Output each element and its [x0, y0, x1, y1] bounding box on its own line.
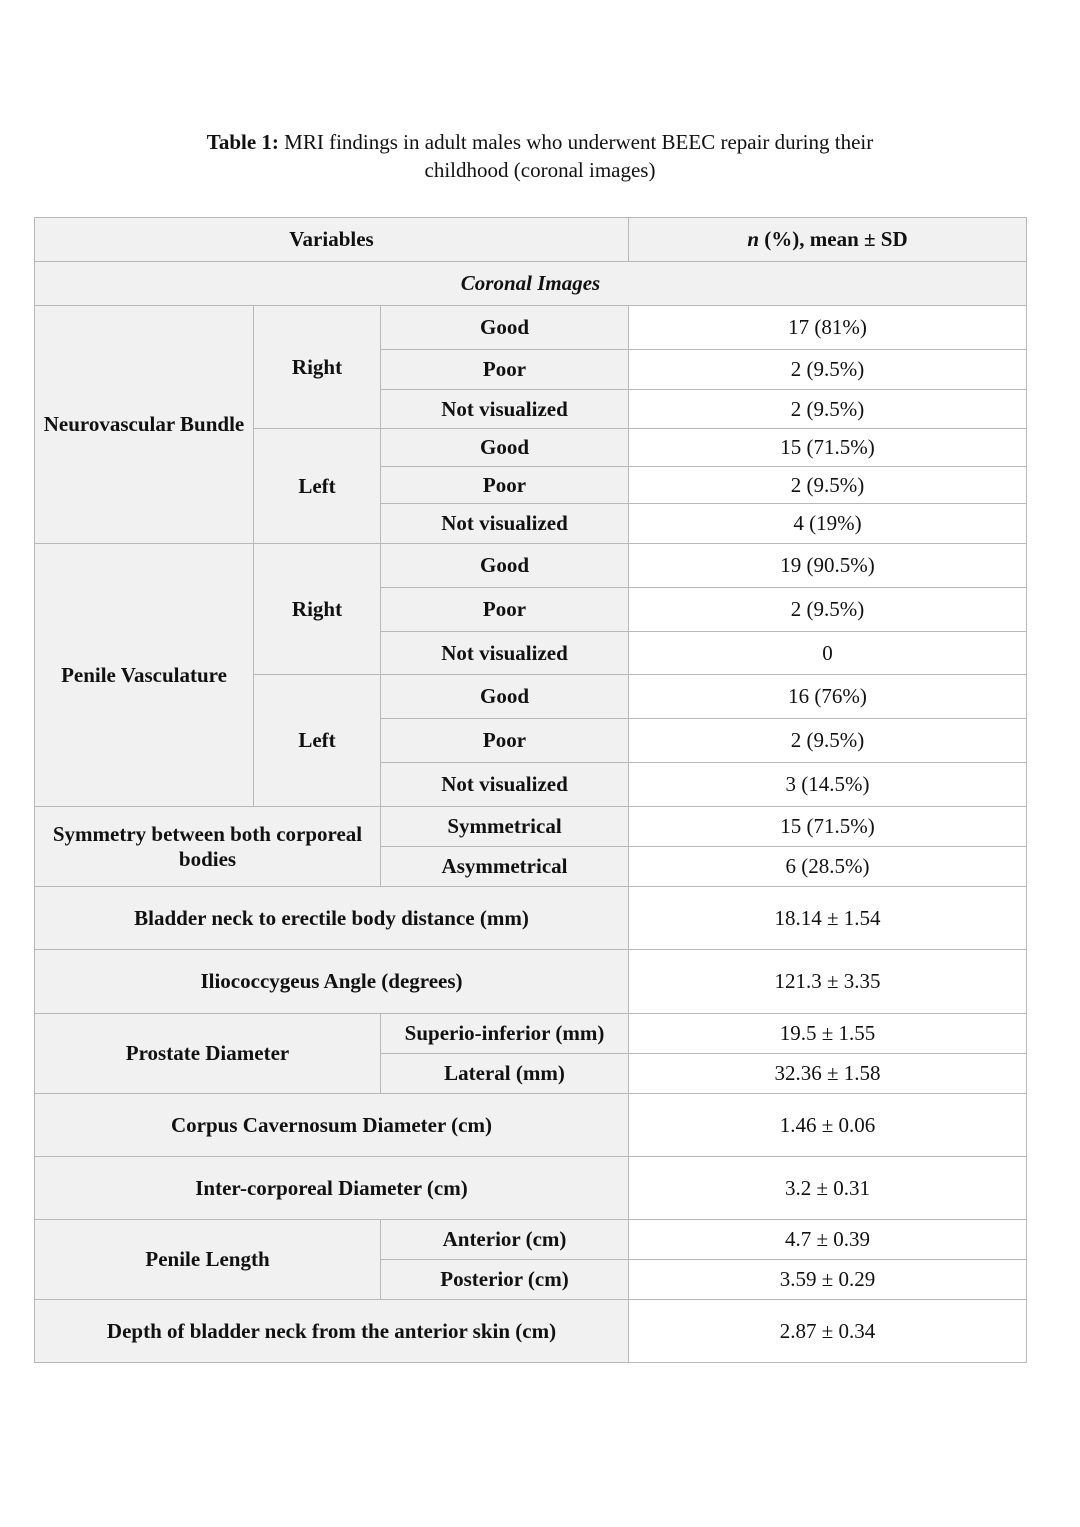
row-value: 19 (90.5%)	[629, 544, 1027, 588]
table-row	[35, 807, 1027, 847]
row-value: 4 (19%)	[629, 504, 1027, 544]
row-label: Poor	[381, 719, 629, 763]
row-value: 2.87 ± 0.34	[629, 1300, 1027, 1363]
row-value: 32.36 ± 1.58	[629, 1054, 1027, 1094]
header-row	[35, 218, 1027, 262]
table-row	[35, 1300, 1027, 1363]
row-value: 15 (71.5%)	[629, 429, 1027, 467]
row-value: 3.59 ± 0.29	[629, 1260, 1027, 1300]
subheader-coronal-images: Coronal Images	[35, 262, 1027, 306]
table-row	[35, 950, 1027, 1014]
header-stat-text: (%), mean ± SD	[759, 227, 908, 251]
caption-line-2: childhood (coronal images)	[424, 158, 656, 182]
caption-label: Table 1:	[206, 130, 279, 154]
nv-left-label: Left	[254, 429, 381, 544]
row-value: 19.5 ± 1.55	[629, 1014, 1027, 1054]
row-label: Anterior (cm)	[381, 1220, 629, 1260]
header-n: n	[747, 227, 760, 251]
table-row	[35, 1014, 1027, 1054]
row-value: 15 (71.5%)	[629, 807, 1027, 847]
row-label: Poor	[381, 350, 629, 390]
row-value: 17 (81%)	[629, 306, 1027, 350]
mri-findings-table	[34, 217, 1027, 1363]
row-value: 0	[629, 632, 1027, 675]
row-label: Good	[381, 544, 629, 588]
row-label: Asymmetrical	[381, 847, 629, 887]
row-value: 2 (9.5%)	[629, 390, 1027, 429]
header-variables: Variables	[35, 218, 629, 262]
subheader-row	[35, 262, 1027, 306]
pv-left-label: Left	[254, 675, 381, 807]
row-label: Superio-inferior (mm)	[381, 1014, 629, 1054]
row-value: 2 (9.5%)	[629, 467, 1027, 504]
row-label: Not visualized	[381, 504, 629, 544]
row-value: 3.2 ± 0.31	[629, 1157, 1027, 1220]
row-value: 2 (9.5%)	[629, 350, 1027, 390]
nv-right-label: Right	[254, 306, 381, 429]
header-stat	[629, 218, 1027, 262]
row-label: Poor	[381, 467, 629, 504]
table-row	[35, 1094, 1027, 1157]
corpus-cavernosum-label: Corpus Cavernosum Diameter (cm)	[35, 1094, 629, 1157]
row-label: Not visualized	[381, 632, 629, 675]
table-row	[35, 544, 1027, 588]
neurovascular-bundle-label: Neurovascular Bundle	[35, 306, 254, 544]
row-value: 121.3 ± 3.35	[629, 950, 1027, 1014]
row-label: Poor	[381, 588, 629, 632]
iliococcygeus-label: Iliococcygeus Angle (degrees)	[35, 950, 629, 1014]
table-row	[35, 887, 1027, 950]
row-value: 18.14 ± 1.54	[629, 887, 1027, 950]
caption-text: MRI findings in adult males who underwent BEEC repair during their	[278, 130, 874, 154]
row-label: Good	[381, 675, 629, 719]
row-label: Not visualized	[381, 390, 629, 429]
bladder-neck-label: Bladder neck to erectile body distance (mm)	[35, 887, 629, 950]
row-label: Symmetrical	[381, 807, 629, 847]
row-value: 3 (14.5%)	[629, 763, 1027, 807]
row-label: Posterior (cm)	[381, 1260, 629, 1300]
row-value: 2 (9.5%)	[629, 719, 1027, 763]
row-label: Good	[381, 306, 629, 350]
table-row	[35, 306, 1027, 350]
table-caption	[0, 128, 1080, 184]
caption-line-1	[0, 128, 1080, 156]
penile-vasculature-label: Penile Vasculature	[35, 544, 254, 807]
table-row	[35, 1157, 1027, 1220]
intercorporeal-label: Inter-corporeal Diameter (cm)	[35, 1157, 629, 1220]
prostate-diameter-label: Prostate Diameter	[35, 1014, 381, 1094]
depth-label: Depth of bladder neck from the anterior skin (cm)	[35, 1300, 629, 1363]
row-value: 1.46 ± 0.06	[629, 1094, 1027, 1157]
row-label: Not visualized	[381, 763, 629, 807]
pv-right-label: Right	[254, 544, 381, 675]
row-value: 16 (76%)	[629, 675, 1027, 719]
table-row	[35, 1220, 1027, 1260]
row-value: 2 (9.5%)	[629, 588, 1027, 632]
row-value: 4.7 ± 0.39	[629, 1220, 1027, 1260]
row-label: Good	[381, 429, 629, 467]
penile-length-label: Penile Length	[35, 1220, 381, 1300]
row-value: 6 (28.5%)	[629, 847, 1027, 887]
row-label: Lateral (mm)	[381, 1054, 629, 1094]
symmetry-label: Symmetry between both corporeal bodies	[35, 807, 381, 887]
